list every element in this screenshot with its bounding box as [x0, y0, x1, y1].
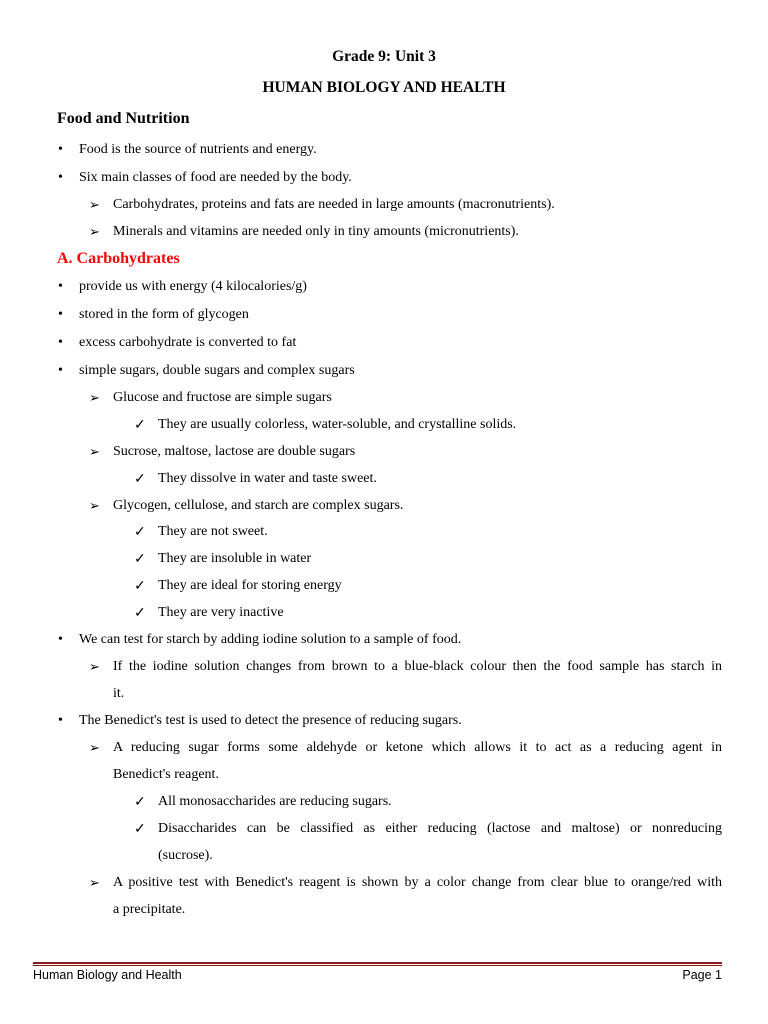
- bullet-icon: •: [58, 142, 63, 157]
- list-item-text: Food is the source of nutrients and energy.: [79, 142, 317, 157]
- bullet-icon: •: [58, 632, 63, 647]
- checkmark-icon: ✓: [134, 606, 146, 621]
- list-item-text: A reducing sugar forms some aldehyde or ketone which allows it to act as a reducing agent in: [113, 740, 722, 755]
- checkmark-icon: ✓: [134, 579, 146, 594]
- list-item-text: If the iodine solution changes from brown to a blue-black colour then the food sample has starch in: [113, 659, 722, 674]
- list-item-text: Sucrose, maltose, lactose are double sugars: [113, 444, 356, 459]
- list-item-text: Carbohydrates, proteins and fats are needed in large amounts (macronutrients).: [113, 197, 555, 212]
- list-item-text: simple sugars, double sugars and complex sugars: [79, 363, 355, 378]
- list-item-text-continued: Benedict's reagent.: [113, 767, 219, 782]
- list-item-text: We can test for starch by adding iodine solution to a sample of food.: [79, 632, 462, 647]
- list-item-text-continued: (sucrose).: [158, 848, 213, 863]
- arrow-bullet-icon: ➢: [89, 444, 100, 459]
- list-item-text: excess carbohydrate is converted to fat: [79, 335, 297, 350]
- bullet-icon: •: [58, 307, 63, 322]
- list-item-text: Glucose and fructose are simple sugars: [113, 390, 332, 405]
- list-item-text: Six main classes of food are needed by the body.: [79, 170, 352, 185]
- list-item-text: They are usually colorless, water-soluble, and crystalline solids.: [158, 417, 517, 432]
- arrow-bullet-icon: ➢: [89, 224, 100, 239]
- footer-title: Human Biology and Health: [33, 968, 182, 982]
- list-item-text: Glycogen, cellulose, and starch are complex sugars.: [113, 498, 404, 513]
- section-heading: Food and Nutrition: [57, 110, 190, 127]
- subsection-heading: A. Carbohydrates: [57, 250, 180, 267]
- checkmark-icon: ✓: [134, 795, 146, 810]
- list-item-text: They are not sweet.: [158, 524, 268, 539]
- arrow-bullet-icon: ➢: [89, 740, 100, 755]
- checkmark-icon: ✓: [134, 472, 146, 487]
- list-item-text: Minerals and vitamins are needed only in tiny amounts (micronutrients).: [113, 224, 519, 239]
- checkmark-icon: ✓: [134, 822, 146, 837]
- list-item-text: They are ideal for storing energy: [158, 578, 342, 593]
- list-item-text: They are very inactive: [158, 605, 284, 620]
- footer-divider: [33, 962, 722, 964]
- list-item-text: A positive test with Benedict's reagent is shown by a color change from clear blue to orange/red with: [113, 875, 722, 890]
- checkmark-icon: ✓: [134, 552, 146, 567]
- arrow-bullet-icon: ➢: [89, 875, 100, 890]
- bullet-icon: •: [58, 279, 63, 294]
- list-item-text: stored in the form of glycogen: [79, 307, 249, 322]
- bullet-icon: •: [58, 335, 63, 350]
- list-item-text: The Benedict's test is used to detect the presence of reducing sugars.: [79, 713, 462, 728]
- bullet-icon: •: [58, 170, 63, 185]
- list-item-text-continued: a precipitate.: [113, 902, 186, 917]
- page-number: Page 1: [682, 968, 722, 982]
- unit-title: Grade 9: Unit 3: [332, 48, 436, 65]
- arrow-bullet-icon: ➢: [89, 498, 100, 513]
- bullet-icon: •: [58, 713, 63, 728]
- list-item-text: They are insoluble in water: [158, 551, 312, 566]
- list-item-text: They dissolve in water and taste sweet.: [158, 471, 377, 486]
- document-title: HUMAN BIOLOGY AND HEALTH: [262, 79, 506, 96]
- list-item-text: All monosaccharides are reducing sugars.: [158, 794, 392, 809]
- arrow-bullet-icon: ➢: [89, 390, 100, 405]
- arrow-bullet-icon: ➢: [89, 659, 100, 674]
- list-item-text: provide us with energy (4 kilocalories/g): [79, 279, 307, 294]
- arrow-bullet-icon: ➢: [89, 197, 100, 212]
- footer-divider-thin: [33, 965, 722, 966]
- list-item-text-continued: it.: [113, 686, 125, 701]
- checkmark-icon: ✓: [134, 418, 146, 433]
- bullet-icon: •: [58, 363, 63, 378]
- list-item-text: Disaccharides can be classified as either reducing (lactose and maltose) or nonreducing: [158, 821, 722, 836]
- checkmark-icon: ✓: [134, 525, 146, 540]
